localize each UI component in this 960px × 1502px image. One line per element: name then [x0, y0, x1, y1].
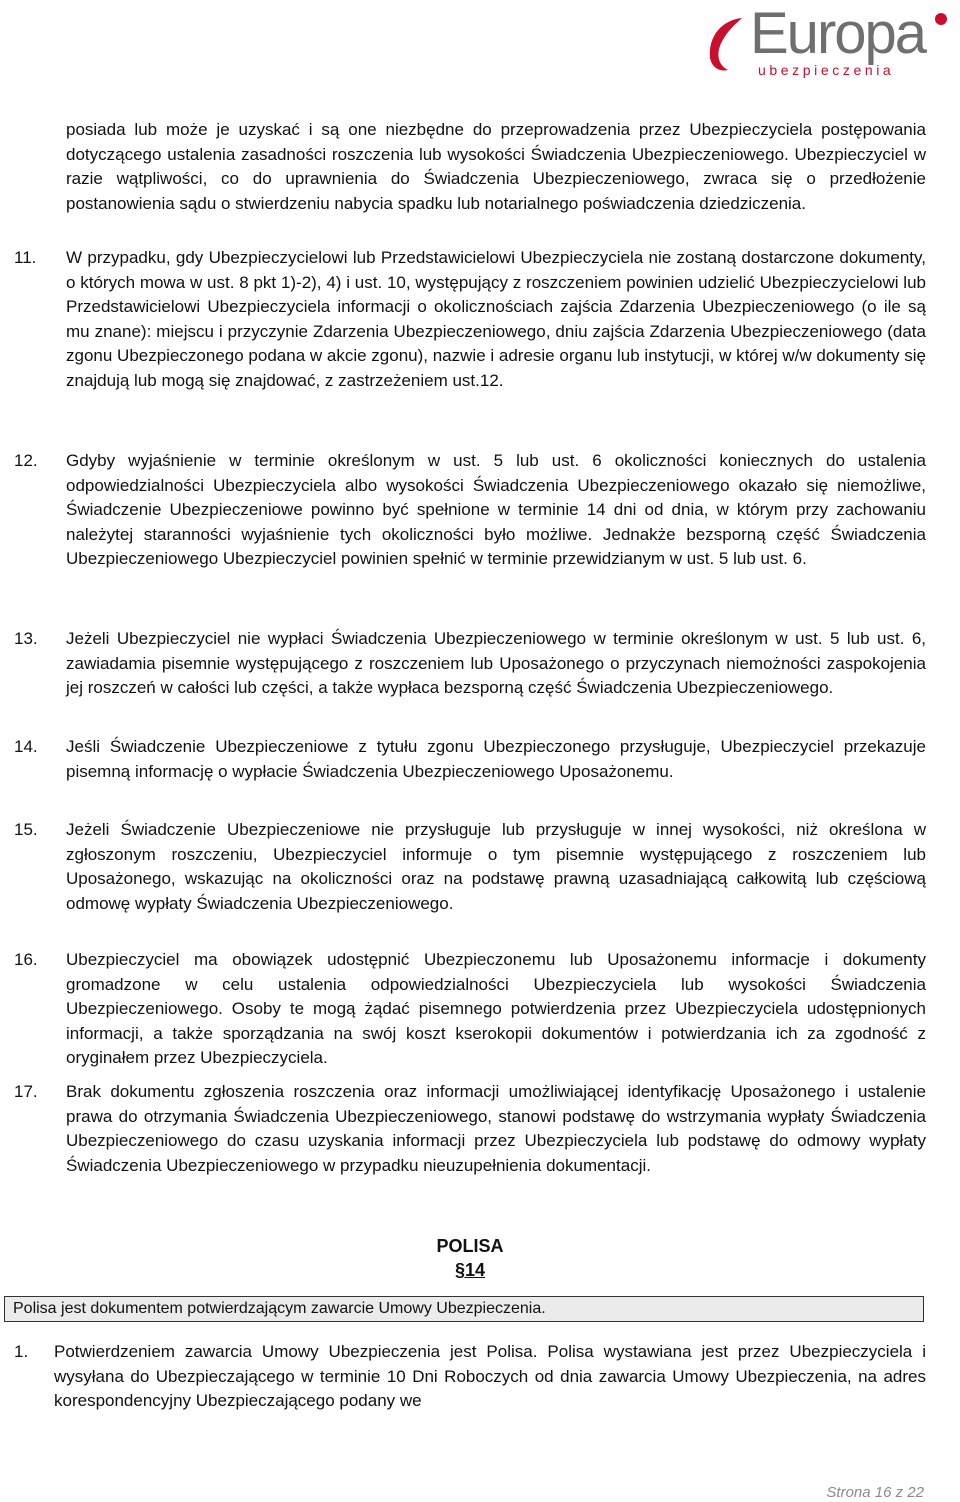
item-text: Brak dokumentu zgłoszenia roszczenia oraz informacji umożliwiającej identyfikację Uposażonego i ustalenie prawa do otrzymania Świadczenia Ubezpieczeniowego, stanowi podstawę do wstrzymania wypłaty Świadczenia Ubezpieczeniowego do czasu uzyskania informacji przez Ubezpieczyciela lub podstawę do odmowy wypłaty Świadczenia Ubezpieczeniowego w przypadku nieuzupełnienia dokumentacji. — [66, 1082, 926, 1175]
logo-dot-icon — [934, 12, 948, 26]
logo-subtitle: ubezpieczenia — [758, 62, 895, 78]
list-item — [14, 246, 926, 393]
item-number: 13. — [14, 629, 38, 648]
intro-paragraph: posiada lub może je uzyskać i są one niezbędne do przeprowadzenia przez Ubezpieczyciela postępowania dotyczącego ustalenia zasadności roszczenia lub wysokości Świadczenia Ubezpieczeniowego. Ubezpieczyciel w razie wątpliwości, co do uprawnienia do Świadczenia Ubezpieczeniowego, zwraca się o przedłożenie postanowienia sądu o stwierdzeniu nabycia spadku lub notarialnego poświadczenia dziedziczenia. — [66, 120, 926, 213]
section-summary-box: Polisa jest dokumentem potwierdzającym zawarcie Umowy Ubezpieczenia. — [4, 1296, 924, 1322]
list-item — [14, 948, 926, 1071]
item-number: 12. — [14, 451, 38, 470]
section-paragraph-number: §14 — [454, 1260, 486, 1280]
item-number: 16. — [14, 950, 38, 969]
list-item — [14, 1340, 926, 1414]
item-number: 14. — [14, 737, 38, 756]
item-text: W przypadku, gdy Ubezpieczycielowi lub Przedstawicielowi Ubezpieczyciela nie zostaną dostarczone dokumenty, o których mowa w ust. 8 pkt 1)-2), 4) i ust. 10, występujący z roszczeniem powinien udzielić Ubezpieczycielowi lub Przedstawicielowi Ubezpieczyciela informacji o okolicznościach zajścia Zdarzenia Ubezpieczeniowego (o ile są mu znane): miejscu i przyczynie Zdarzenia Ubezpieczeniowego, dniu zajścia Zdarzenia Ubezpieczeniowego (data zgonu Ubezpieczonego podana w akcie zgonu), nazwie i adresie organu lub instytucji, w której w/w dokumenty się znajdują lub mogą się znajdować, z zastrzeżeniem ust.12. — [66, 248, 926, 390]
item-text: Potwierdzeniem zawarcia Umowy Ubezpieczenia jest Polisa. Polisa wystawiana jest przez Ubezpieczyciela i wysyłana do Ubezpieczającego w terminie 10 Dni Roboczych od dnia zawarcia Umowy Ubezpieczenia, na adres korespondencyjny Ubezpieczającego podany we — [54, 1342, 926, 1410]
europa-logo — [700, 1, 958, 84]
list-item — [14, 627, 926, 701]
list-item — [14, 735, 926, 784]
item-text: Ubezpieczyciel ma obowiązek udostępnić Ubezpieczonemu lub Uposażonemu informacje i dokumenty gromadzone w celu ustalenia odpowiedzialności Ubezpieczyciela lub wysokości Świadczenia Ubezpieczeniowego. Osoby te mogą żądać pisemnego potwierdzenia przez Ubezpieczyciela udostępnionych informacji, a także sporządzania na swój koszt kserokopii dokumentów i potwierdzania ich za zgodność z oryginałem przez Ubezpieczyciela. — [66, 950, 926, 1067]
section-title: POLISA — [436, 1236, 504, 1256]
item-number: 11. — [14, 248, 37, 267]
list-item — [14, 818, 926, 916]
item-text: Jeśli Świadczenie Ubezpieczeniowe z tytułu zgonu Ubezpieczonego przysługuje, Ubezpieczyciel przekazuje pisemną informację o wypłacie Świadczenia Ubezpieczeniowego Uposażonemu. — [66, 737, 926, 781]
item-text: Jeżeli Świadczenie Ubezpieczeniowe nie przysługuje lub przysługuje w innej wysokości, niż określona w zgłoszonym roszczeniu, Ubezpieczyciel informuje o tym pisemnie występującego z roszczeniem lub Uposażonego, wskazując na okoliczności oraz na podstawę prawną uzasadniającą całkowitą lub częściową odmowę wypłaty Świadczenia Ubezpieczeniowego. — [66, 820, 926, 913]
logo-leaf-icon — [702, 14, 752, 74]
list-item — [14, 1080, 926, 1178]
page-number: Strona 16 z 22 — [826, 1484, 924, 1501]
item-text: Gdyby wyjaśnienie w terminie określonym w ust. 5 lub ust. 6 okoliczności koniecznych do ustalenia odpowiedzialności Ubezpieczyciela albo wysokości Świadczenia Ubezpieczeniowego okazało się niemożliwe, Świadczenie Ubezpieczeniowe powinno być spełnione w terminie 14 dni od dnia, w którym przy zachowaniu należytej staranności wyjaśnienie tych okoliczności było możliwe. Jednakże bezsporną część Świadczenia Ubezpieczeniowego Ubezpieczyciel powinien spełnić w terminie przewidzianym w ust. 5 lub ust. 6. — [66, 451, 926, 568]
item-number: 1. — [14, 1342, 29, 1361]
item-text: Jeżeli Ubezpieczyciel nie wypłaci Świadczenia Ubezpieczeniowego w terminie określonym w ust. 5 lub ust. 6, zawiadamia pisemnie występującego z roszczeniem lub Uposażonego o przyczynach niemożności zaspokojenia jej roszczeń w całości lub części, a także wypłaca bezsporną część Świadczenia Ubezpieczeniowego. — [66, 629, 926, 697]
logo-wordmark: Europa — [750, 1, 926, 66]
list-item — [14, 449, 926, 572]
item-number: 15. — [14, 820, 38, 839]
item-number: 17. — [14, 1082, 38, 1101]
